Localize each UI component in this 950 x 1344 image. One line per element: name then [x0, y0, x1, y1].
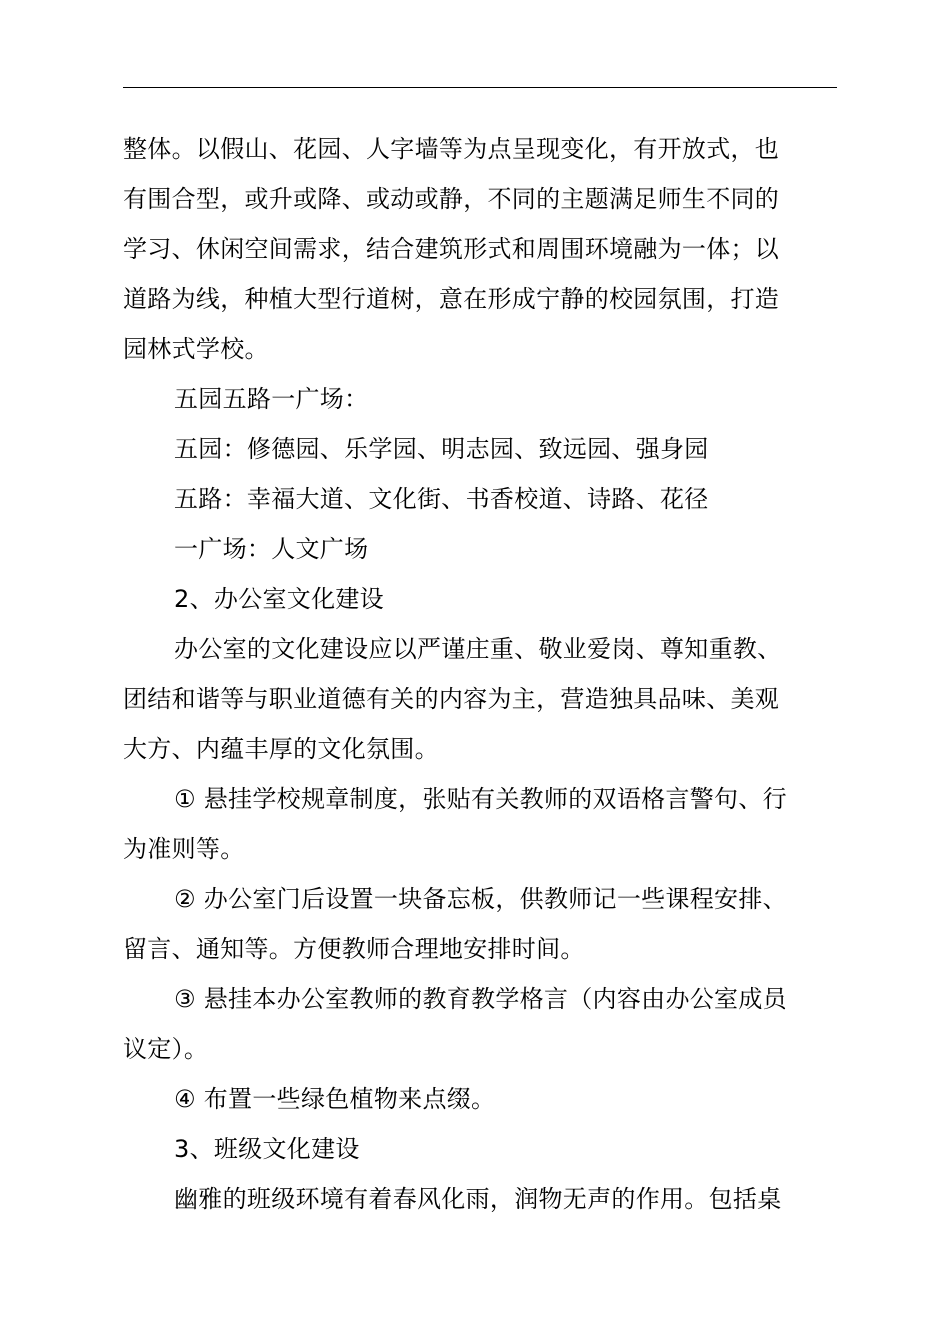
- text-line: 五园五路一广场：: [174, 385, 369, 413]
- text-line: 学习、休闲空间需求，结合建筑形式和周围环境融为一体；以: [123, 235, 780, 263]
- text-line: 五园：修德园、乐学园、明志园、致远园、强身园: [174, 435, 709, 463]
- header-rule: [123, 87, 837, 88]
- text-line: 为准则等。: [123, 835, 245, 863]
- text-line: 有围合型，或升或降、或动或静，不同的主题满足师生不同的: [123, 185, 780, 213]
- text-line: 大方、内蕴丰厚的文化氛围。: [123, 735, 439, 763]
- section-heading: 3、班级文化建设: [174, 1135, 360, 1163]
- text-line: 整体。以假山、花园、人字墙等为点呈现变化，有开放式，也: [123, 135, 780, 163]
- list-item: ④ 布置一些绿色植物来点缀。: [174, 1085, 496, 1113]
- text-line: 办公室的文化建设应以严谨庄重、敬业爱岗、尊知重教、: [174, 635, 782, 663]
- list-item: ② 办公室门后设置一块备忘板，供教师记一些课程安排、: [174, 885, 787, 913]
- list-item: ① 悬挂学校规章制度，张贴有关教师的双语格言警句、行: [174, 785, 787, 813]
- text-line: 园林式学校。: [123, 335, 269, 363]
- text-line: 一广场：人文广场: [174, 535, 369, 563]
- text-line: 团结和谐等与职业道德有关的内容为主，营造独具品味、美观: [123, 685, 780, 713]
- section-heading: 2、办公室文化建设: [174, 585, 384, 613]
- text-line: 幽雅的班级环境有着春风化雨，润物无声的作用。包括桌: [174, 1185, 782, 1213]
- document-body: [123, 124, 839, 1224]
- list-item: ③ 悬挂本办公室教师的教育教学格言（内容由办公室成员: [174, 985, 787, 1013]
- text-line: 议定）。: [123, 1035, 209, 1063]
- text-line: 五路：幸福大道、文化街、书香校道、诗路、花径: [174, 485, 709, 513]
- text-line: 留言、通知等。方便教师合理地安排时间。: [123, 935, 585, 963]
- text-line: 道路为线，种植大型行道树，意在形成宁静的校园氛围，打造: [123, 285, 780, 313]
